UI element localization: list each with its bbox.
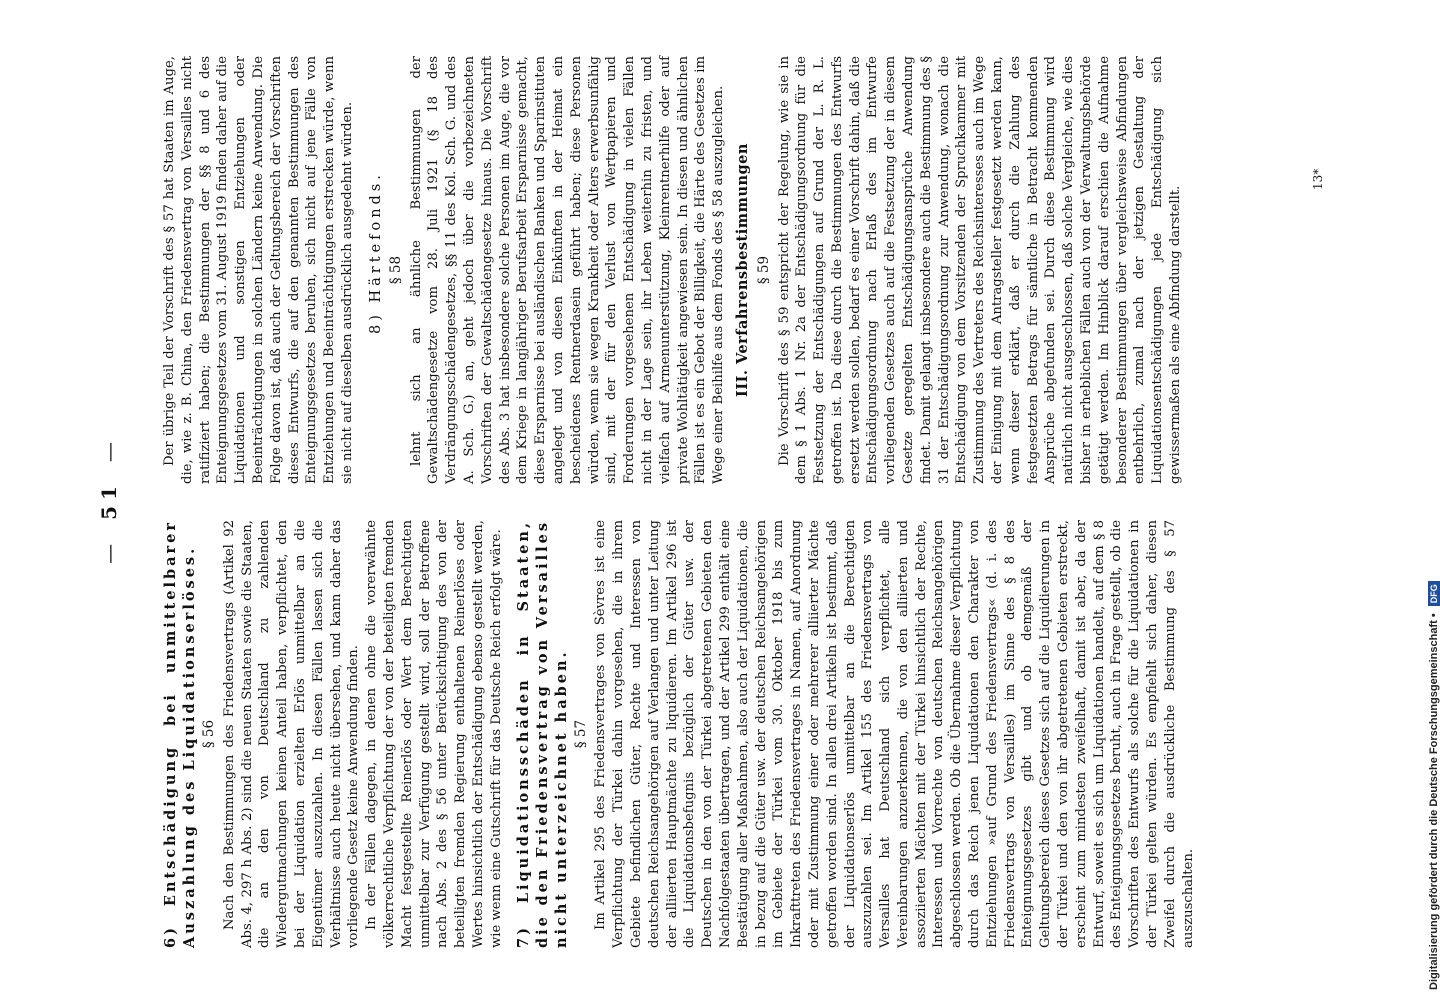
paragraph-56-text-2: In der Fällen dagegen, in denen ohne die vorerwähnte völkerrechtliche Verpflichtung der von der beteiligten fremden Macht festgestellte Reinerlös oder Wert dem Berechtigten unmittelbar zur Verfügung gestellt wird, soll der Betroffene nach Abs. 2 des § 56 unter Berücksichtigung des von der beteiligten fremden Regierung enthaltenen Reinerlöses oder Wertes hinsichtlich der Entschädigung ebenso gestellt werden, wie wenn eine Gutschrift für das Deutsche Reich erfolgt wäre. [364,520,504,948]
page-number: 51 [97,480,121,520]
section-8-heading: 8) Härtefonds. [367,171,384,334]
paragraph-59-text: Die Vorschrift des § 59 entspricht der Regelung, wie sie in dem § 1 Abs. 1 Nr. 2a der Entschädigungsordnung für die Festsetzung der Entschädigungen auf Grund der L. R. L. getroffen ist. Da diese durch die Bestimmungen des Entwurfs ersetzt werden sollen, bedarf es einer Vorschrift dahin, daß die Entschädigungsordnung nach Erlaß des im Entwurfe vorliegenden Gesetzes auch auf die Festsetzung der in diesem Gesetze geregelten Entschädigungsansprüche Anwendung findet. Damit gelangt insbesondere auch die Bestimmung des § 31 der Entschädigungsordnung zur Anwendung, wonach die Entschädigung von dem Vorsitzenden der Spruchkammer mit Zustimmung des Vertreters des Reichsinteresses auch im Wege der Einigung mit dem Antragsteller festgesetzt werden kann, wenn dieser erklärt, daß er durch die Zahlung des festgesetzten Betrags für sämtliche in Betracht kommenden Ansprüche abgefunden sei. Durch diese Bestimmung wird natürlich nicht ausgeschlossen, daß solche Vergleiche, wie dies bisher in erheblichen Fällen auch von der Verwaltungsbehörde getätigt werden. Im Hinblick darauf erschien die Aufnahme besonderer Bestimmungen über vergleichsweise Abfindungen entbehrlich, zumal nach der jetzigen Gestaltung der Liquidationsentschädigungen jede Entschädigung sich gewissermaßen als eine Abfindung darstellt. [776,56,1184,484]
right-column [161,56,1185,484]
paragraph-57-text-2: Der übrige Teil der Vorschrift des § 57 hat Staaten im Auge, die, wie z. B. China, den Friedensvertrag von Versailles nicht ratifiziert haben; die Bestimmungen der §§ 8 und 6 des Enteignungsgesetzes vom 31. August 1919 finden daher auf die Liquidationen und sonstigen Entziehungen oder Beeinträchtigungen in solchen Ländern keine Anwendung. Die Folge davon ist, daß auch der Geltungsbereich der Vorschriften dieses Entwurfs, die auf den genannten Bestimmungen des Enteignungsgesetzes beruhen, sich nicht auf jene Fälle von Entziehungen und Beeinträchtigungen erstrecken würde, wenn sie nicht auf dieselben ausdrücklich ausgedehnt würden. [162,56,355,484]
page-header [97,20,157,980]
section-6-heading: 6) Entschädigung bei unmittelbarer Auszahlung des Liquidationserlöses. [162,520,198,948]
paragraph-57-sign: § 57 [572,719,589,749]
document-page [97,20,1357,980]
credit-text: Digitalisierung gefördert durch die Deutsche Forschungsgemeinschaft • [1428,613,1440,990]
paragraph-57-text-1: Im Artikel 295 des Friedensvertrages von Sèvres ist eine Verpflichtung der Türkei dahin vorgesehen, die in ihrem Gebiete befindlichen Güter, Rechte und Interessen von deutschen Reichsangehörigen auf Verlangen und unter Leitung der alliierten Hauptmächte zu liquidieren. Im Artikel 296 ist die Liquidationsbefugnis bezüglich der Güter usw. der Deutschen in den von der Türkei abgetretenen Gebieten den Nachfolgestaaten übertragen, und der Artikel 299 enthält eine Bestätigung aller Maßnahmen, also auch der Liquidationen, die in bezug auf die Güter usw. der deutschen Reichsangehörigen im Gebiete der Türkei vom 30. Oktober 1918 bis zum Inkrafttreten des Friedensvertrages in Namen, auf Anordnung oder mit Zustimmung einer oder mehrerer alliierter Mächte getroffen worden sind. In allen drei Artikeln ist bestimmt, daß der Liquidationserlös unmittelbar an die Berechtigten auszuzahlen sei. Im Artikel 155 des Friedensvertrags von Versailles hat Deutschland sich verpflichtet, alle Vereinbarungen anzuerkennen, die von den alliierten und assoziierten Mächten mit der Türkei hinsichtlich der Rechte, Interessen und Vorrechte von deutschen Reichsangehörigen abgeschlossen werden. Ob die Übernahme dieser Verpflichtung durch das Reich jenen Liquidationen den Charakter von Entziehungen »auf Grund des Friedensvertrags« (d. i. des Friedensvertrags von Versailles) im Sinne des § 8 des Enteignungsgesetzes gibt und ob demgemäß der Geltungsbereich dieses Gesetzes sich auf die Liquidierungen in der Türkei und den von ihr abgetretenen Gebieten erstreckt, erscheint zum mindesten zweifelhaft, damit ist aber, da der Entwurf, soweit es sich um Liquidationen handelt, auf dem § 8 des Enteignungsgesetzes beruht, auch in Frage gestellt, ob die Vorschriften des Entwurfs als solche für die Liquidationen in der Türkei gelten würden. Es empfiehlt sich daher, diesen Zweifel durch die ausdrückliche Bestimmung des § 57 auszuschalten. [593,520,1196,948]
dfg-logo: DFG [1428,581,1440,606]
header-dash-left: — [97,537,121,564]
section-7-heading: 7) Liquidationsschäden in Staaten, die den Friedensvertrag von Versailles nicht unterzeichnet haben. [514,520,570,948]
section-iii-title: III. Verfahrensbestimmungen [733,143,751,397]
digitization-credit [1406,0,1440,1000]
paragraph-58-text: lehnt sich an ähnliche Bestimmungen der Gewaltschädengesetze vom 28. Juli 1921 (§ 18 des Verdrängungsschädengesetzes, §§ 11 des Kol. Sch. G. und des A. Sch. G.) an, geht jedoch über die vorbezeichneten Vorschriften der Gewaltschädengesetze hinaus. Die Vorschrift des Abs. 3 hat insbesondere solche Personen im Auge, die vor dem Kriege in langjähriger Berufsarbeit Ersparnisse gemacht, diese Ersparnisse bei ausländischen Banken und Sparinstituten angelegt und von diesen Einkünften in der Heimat ein bescheidenes Rentnerdasein geführt haben; diese Personen würden, wenn sie wegen Krankheit oder Alters erwerbsunfähig sind, mit der für den Verlust von Wertpapieren und Forderungen vorgesehenen Entschädigung in vielen Fällen nicht in der Lage sein, ihr Leben weiterhin zu fristen, und vielfach auf Armenunterstützung, Kleinrentnerhilfe oder auf private Wohltätigkeit angewiesen sein. In diesen und ähnlichen Fällen ist es ein Gebot der Billigkeit, die Härte des Gesetzes im Wege einer Beihilfe aus dem Fonds des § 58 auszugleichen. [408,56,727,484]
header-dash-right: — [97,436,121,463]
digitization-credit-text [1428,581,1440,990]
left-column [161,520,1197,948]
paragraph-59-sign: § 59 [755,255,772,285]
paragraph-58-sign: § 58 [387,255,404,285]
paragraph-56-sign: § 56 [201,719,217,749]
page-footer-mark: 13* [1311,168,1325,190]
paragraph-56-text-1: Nach den Bestimmungen des Friedensvertrags (Artikel 92 Abs. 4, 297 h Abs. 2) sind die neuen Staaten sowie die Staaten, die an den von Deutschland zu zahlenden Wiedergutmachungen keinen Anteil haben, verpflichtet, den bei der Liquidation erzielten Erlös unmittelbar an die Eigentümer auszuzahlen. In diesen Fällen lassen sich die Verhältnisse auch heute nicht übersehen, und kann daher das vorliegende Gesetz keine Anwendung finden. [221,520,362,948]
